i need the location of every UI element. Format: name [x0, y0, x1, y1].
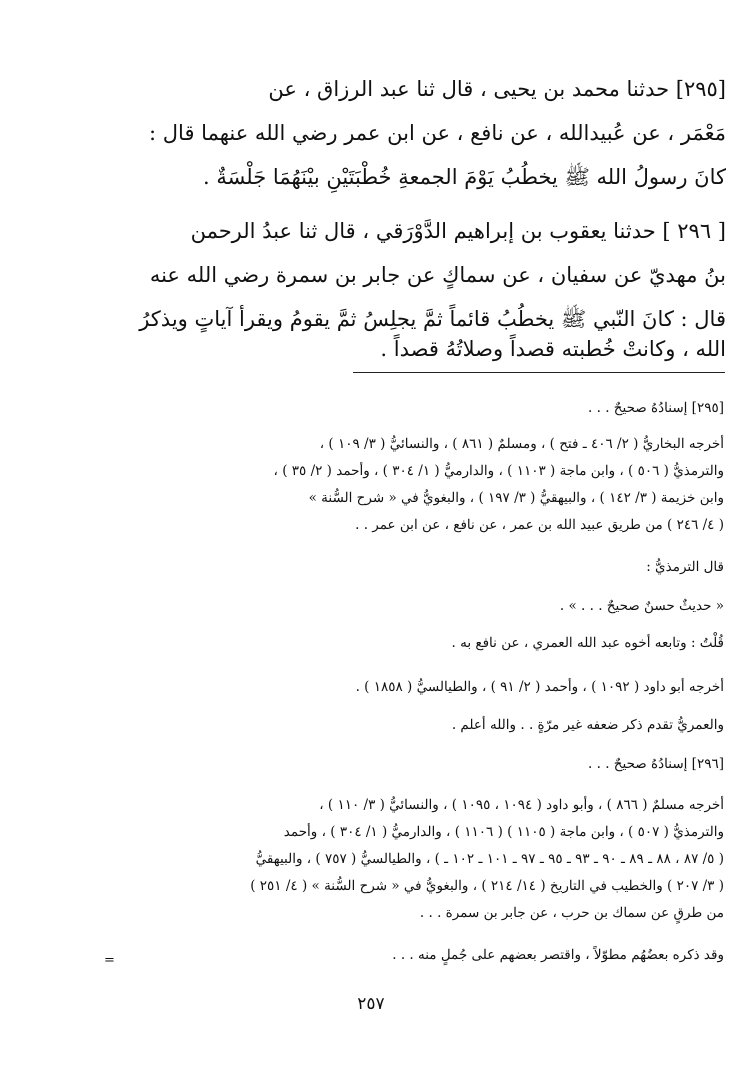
main-line-2: مَعْمَر ، عن عُبيدالله ، عن نافع ، عن ابن عمر رضي الله عنهما قال :: [149, 121, 726, 145]
footnote-line-17: وقد ذكره بعضُهُم مطوّلاً ، واقتصر بعضهم على جُملٍ منه . . .: [392, 947, 724, 963]
footnote-line-9: أخرجه أبو داود ( ١٠٩٢ ) ، وأحمد ( ٢/ ٩١ ) ، والطيالسيُّ ( ١٨٥٨ ) .: [355, 679, 724, 695]
footnote-line-8: قُلْتُ : وتابعه أخوه عبد الله العمري ، عن نافع به .: [451, 635, 724, 651]
footnote-line-5: ( ٤/ ٢٤٦ ) من طريق عبيد الله بن عمر ، عن نافع ، عن ابن عمر . .: [355, 517, 724, 533]
main-line-7: الله ، وكانتْ خُطبته قصداً وصلاتُهُ قصداً .: [380, 337, 726, 361]
main-line-4: [ ٢٩٦ ] حدثنا يعقوب بن إبراهيم الدَّوْرَقي ، قال ثنا عبدُ الرحمن: [190, 219, 726, 243]
page-number: ٢٥٧: [357, 994, 385, 1014]
footnote-line-7: « حديثٌ حسنٌ صحيحٌ . . . » .: [559, 598, 724, 614]
main-line-6: قال : كانَ النّبي ﷺ يخطُبُ قائماً ثمَّ يجلِسُ ثمَّ يقومُ ويقرأ آياتٍ ويذكرُ: [139, 307, 726, 331]
footnote-line-3: والترمذيُّ ( ٥٠٦ ) ، وابن ماجة ( ١١٠٣ ) ، والدارميُّ ( ١/ ٣٠٤ ) ، وأحمد ( ٢/ ٣٥ ) ،: [273, 463, 724, 479]
footnote-line-12: أخرجه مسلمٌ ( ٨٦٦ ) ، وأبو داود ( ١٠٩٤ ، ١٠٩٥ ) ، والنسائيُّ ( ٣/ ١١٠ ) ،: [319, 797, 724, 813]
footnote-line-15: ( ٣/ ٢٠٧ ) والخطيب في التاريخ ( ١٤/ ٢١٤ ) ، والبغويُّ في « شرح السُّنة » ( ٤/ ٢٥١ ): [250, 878, 724, 894]
footnote-line-16: من طرقٍ عن سماك بن حرب ، عن جابر بن سمرة . . .: [419, 905, 724, 921]
footnote-separator: [353, 372, 725, 373]
footnote-line-14: ( ٥/ ٨٧ ، ٨٨ ـ ٨٩ ـ ٩٠ ـ ٩٣ ـ ٩٥ ـ ٩٧ ـ ١٠١ ـ ١٠٢ ـ ) ، والطيالسيُّ ( ٧٥٧ ) ، والبيهقيُّ: [255, 851, 724, 867]
margin-mark: =: [104, 953, 115, 968]
footnote-line-4: وابن خزيمة ( ٣/ ١٤٢ ) ، والبيهقيُّ ( ٣/ ١٩٧ ) ، والبغويُّ في « شرح السُّنة »: [308, 490, 724, 506]
footnote-line-1: [٢٩٥] إسنادُهُ صحيحٌ . . .: [588, 400, 724, 416]
footnote-line-6: قال الترمذيُّ :: [646, 559, 724, 575]
footnote-line-10: والعمريُّ تقدم ذكر ضعفه غير مرّةٍ . . والله أعلم .: [451, 717, 724, 733]
footnote-line-2: أخرجه البخاريُّ ( ٢/ ٤٠٦ ـ فتح ) ، ومسلمٌ ( ٨٦١ ) ، والنسائيُّ ( ٣/ ١٠٩ ) ،: [319, 436, 724, 452]
main-line-3: كانَ رسولُ الله ﷺ يخطُبُ يَوْمَ الجمعةِ خُطْبَتَيْنِ بيْنَهُمَا جَلْسَةٌ .: [202, 165, 726, 189]
footnote-line-11: [٢٩٦] إسنادُهُ صحيحٌ . . .: [588, 756, 724, 772]
main-line-5: بنُ مهديّ عن سفيان ، عن سماكٍ عن جابر بن سمرة رضي الله عنه: [149, 263, 726, 287]
footnote-line-13: والترمذيُّ ( ٥٠٧ ) ، وابن ماجة ( ١١٠٥ ) ( ١١٠٦ ) ، والدارميُّ ( ١/ ٣٠٤ ) ، وأحمد: [283, 824, 724, 840]
main-line-1: [٢٩٥] حدثنا محمد بن يحيى ، قال ثنا عبد الرزاق ، عن: [268, 77, 726, 101]
